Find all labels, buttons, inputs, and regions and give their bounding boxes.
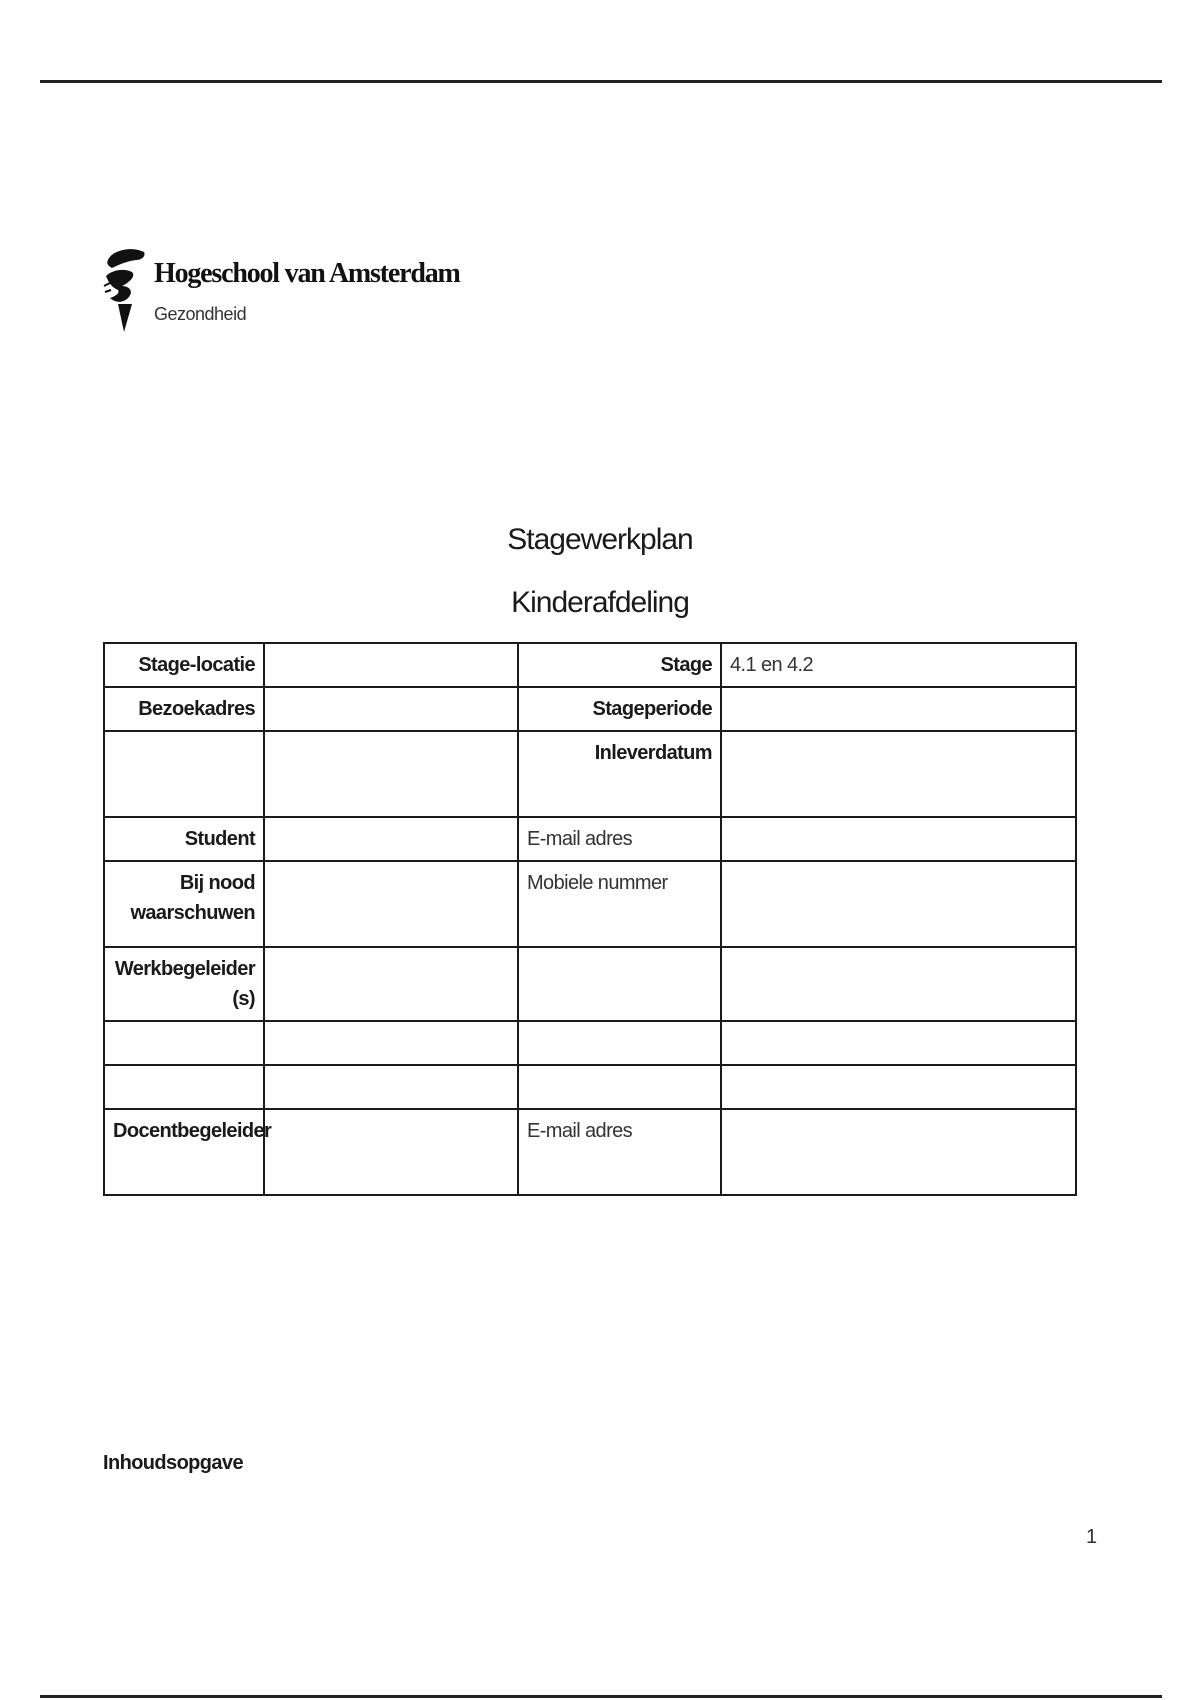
label-docent-email: E-mail adres (518, 1109, 721, 1195)
label-student-email: E-mail adres (518, 817, 721, 861)
table-row (104, 861, 1076, 947)
value-bij-nood-waarschuwen[interactable] (264, 861, 518, 947)
table-row (104, 1021, 1076, 1065)
table-row (104, 643, 1076, 687)
label-stage: Stage (518, 643, 721, 687)
value-stageperiode[interactable] (721, 687, 1076, 731)
document-subtitle: Kinderafdeling (511, 586, 689, 619)
value-bezoekadres[interactable] (264, 687, 518, 731)
logo-name: Hogeschool van Amsterdam (154, 258, 460, 289)
label-bezoekadres: Bezoekadres (104, 687, 264, 731)
label-docentbegeleider: Docentbegeleider (104, 1109, 264, 1195)
label-stageperiode: Stageperiode (518, 687, 721, 731)
logo-subtitle: Gezondheid (154, 304, 247, 324)
label-student: Student (104, 817, 264, 861)
empty-cell[interactable] (264, 1065, 518, 1109)
value-docent-email[interactable] (721, 1109, 1076, 1195)
document-title: Stagewerkplan (507, 523, 693, 556)
table-row (104, 947, 1076, 1021)
table-row (104, 687, 1076, 731)
hva-logo-icon (102, 246, 148, 334)
label-inleverdatum: Inleverdatum (518, 731, 721, 817)
institution-logo (102, 246, 460, 336)
stage-info-table (103, 642, 1077, 1196)
label-stage-locatie: Stage-locatie (104, 643, 264, 687)
empty-cell[interactable] (518, 1021, 721, 1065)
value-werkbegeleider[interactable] (264, 947, 518, 1021)
value-inleverdatum[interactable] (721, 731, 1076, 817)
footer-rule (40, 1695, 1162, 1698)
value-stage-locatie[interactable] (264, 643, 518, 687)
header-rule (40, 80, 1162, 83)
label-bij-nood-waarschuwen: Bij nood waarschuwen (104, 861, 264, 947)
empty-cell[interactable] (264, 1021, 518, 1065)
table-row (104, 1065, 1076, 1109)
value-mobiele-nummer[interactable] (721, 861, 1076, 947)
label-mobiele-nummer: Mobiele nummer (518, 861, 721, 947)
cell-werkbegeleider-extra-2[interactable] (721, 947, 1076, 1021)
table-row (104, 817, 1076, 861)
empty-cell[interactable] (721, 1065, 1076, 1109)
empty-cell[interactable] (721, 1021, 1076, 1065)
page-number: 1 (1086, 1526, 1098, 1548)
cell-werkbegeleider-extra[interactable] (518, 947, 721, 1021)
label-werkbegeleider: Werkbegeleider (s) (104, 947, 264, 1021)
empty-cell[interactable] (518, 1065, 721, 1109)
value-student-email[interactable] (721, 817, 1076, 861)
label-empty (104, 731, 264, 817)
label-empty (104, 1065, 264, 1109)
table-row (104, 1109, 1076, 1195)
value-stage[interactable]: 4.1 en 4.2 (721, 643, 1076, 687)
label-empty (104, 1021, 264, 1065)
toc-heading: Inhoudsopgave (103, 1452, 243, 1474)
value-student[interactable] (264, 817, 518, 861)
value-docentbegeleider[interactable] (264, 1109, 518, 1195)
table-row (104, 731, 1076, 817)
value-bezoekadres-continued[interactable] (264, 731, 518, 817)
